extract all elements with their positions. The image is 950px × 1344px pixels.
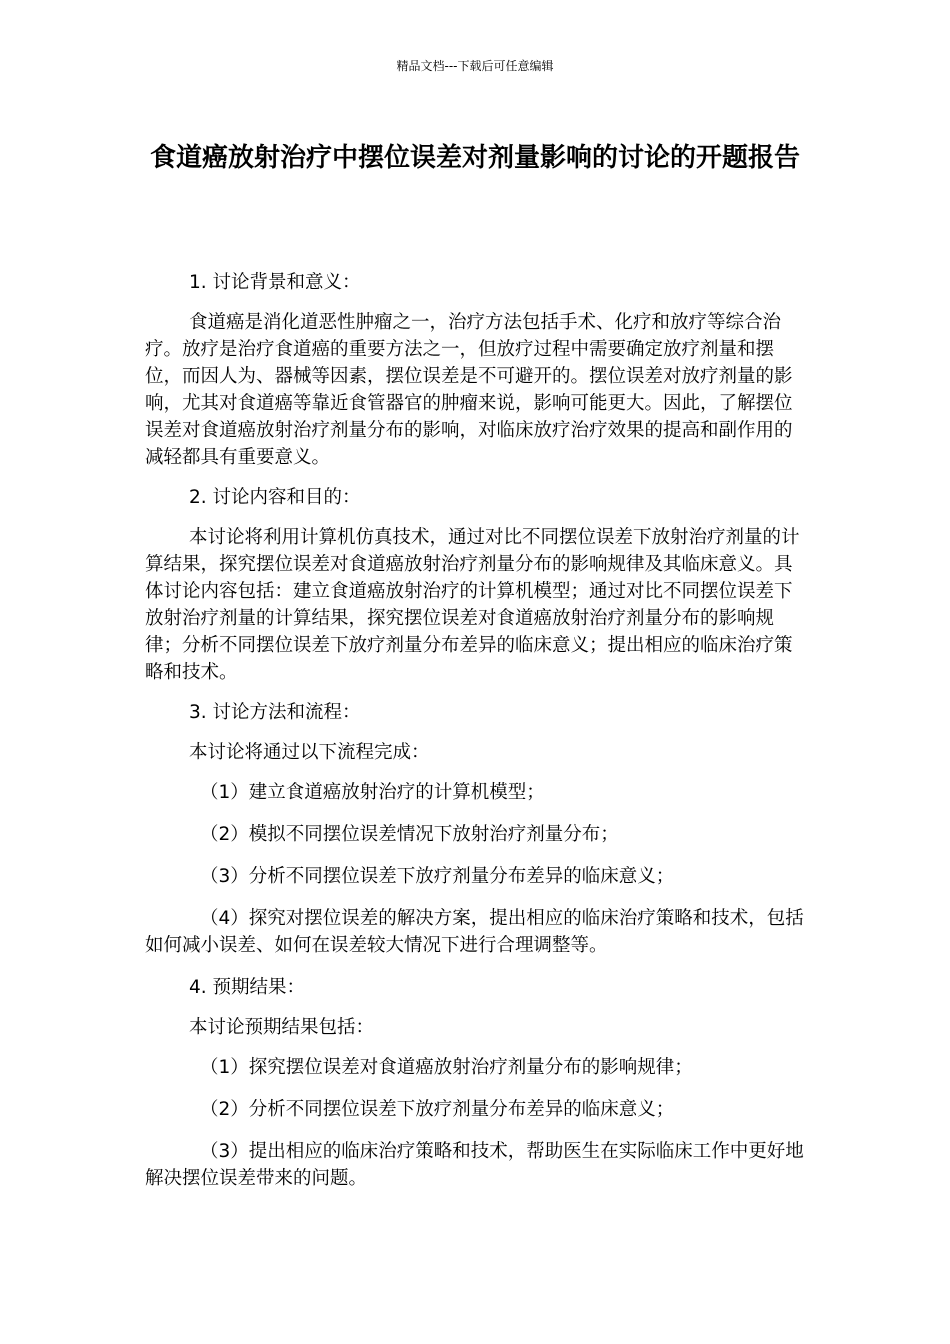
list-item: （1）探究摆位误差对食道癌放射治疗剂量分布的影响规律； [200, 1057, 693, 1078]
section-body-background: 食道癌是消化道恶性肿瘤之一，治疗方法包括手术、化疗和放疗等综合治疗。放疗是治疗食道癌的重要方法之一，但放疗过程中需要确定放疗剂量和摆位，而因人为、器械等因素，摆位误差是不可避开的。摆位误差对放疗剂量的影响，尤其对食道癌等靠近食管器官的肿瘤来说，影响可能更大。因此，了解摆位误差对食道癌放射治疗剂量分布的影响，对临床放疗治疗效果的提高和副作用的减轻都具有重要意义。 [145, 312, 793, 468]
section-heading-content: 2. 讨论内容和目的： [189, 487, 361, 508]
document-title: 食道癌放射治疗中摆位误差对剂量影响的讨论的开题报告 [149, 143, 800, 173]
section-intro-method: 本讨论将通过以下流程完成： [189, 742, 430, 763]
section-heading-results: 4. 预期结果： [189, 977, 306, 998]
list-item: （2）分析不同摆位误差下放疗剂量分布差异的临床意义； [200, 1099, 675, 1120]
list-item: （2）模拟不同摆位误差情况下放射治疗剂量分布； [200, 824, 619, 845]
list-item: （3）提出相应的临床治疗策略和技术，帮助医生在实际临床工作中更好地解决摆位误差带来的问题。 [145, 1141, 804, 1189]
section-heading-background: 1. 讨论背景和意义： [189, 272, 361, 293]
document-body [145, 269, 805, 1207]
section-intro-results: 本讨论预期结果包括： [189, 1017, 375, 1038]
list-item: （1）建立食道癌放射治疗的计算机模型； [200, 782, 545, 803]
list-item: （4）探究对摆位误差的解决方案，提出相应的临床治疗策略和技术，包括如何减小误差、如何在误差较大情况下进行合理调整等。 [145, 908, 804, 956]
section-body-content: 本讨论将利用计算机仿真技术，通过对比不同摆位误差下放射治疗剂量的计算结果，探究摆位误差对食道癌放射治疗剂量分布的影响规律及其临床意义。具体讨论内容包括：建立食道癌放射治疗的计算机模型；通过对比不同摆位误差下放射治疗剂量的计算结果，探究摆位误差对食道癌放射治疗剂量分布的影响规律；分析不同摆位误差下放疗剂量分布差异的临床意义；提出相应的临床治疗策略和技术。 [145, 527, 800, 683]
page-header-note: 精品文档---下载后可任意编辑 [396, 59, 554, 73]
list-item: （3）分析不同摆位误差下放疗剂量分布差异的临床意义； [200, 866, 675, 887]
section-heading-method: 3. 讨论方法和流程： [189, 702, 361, 723]
